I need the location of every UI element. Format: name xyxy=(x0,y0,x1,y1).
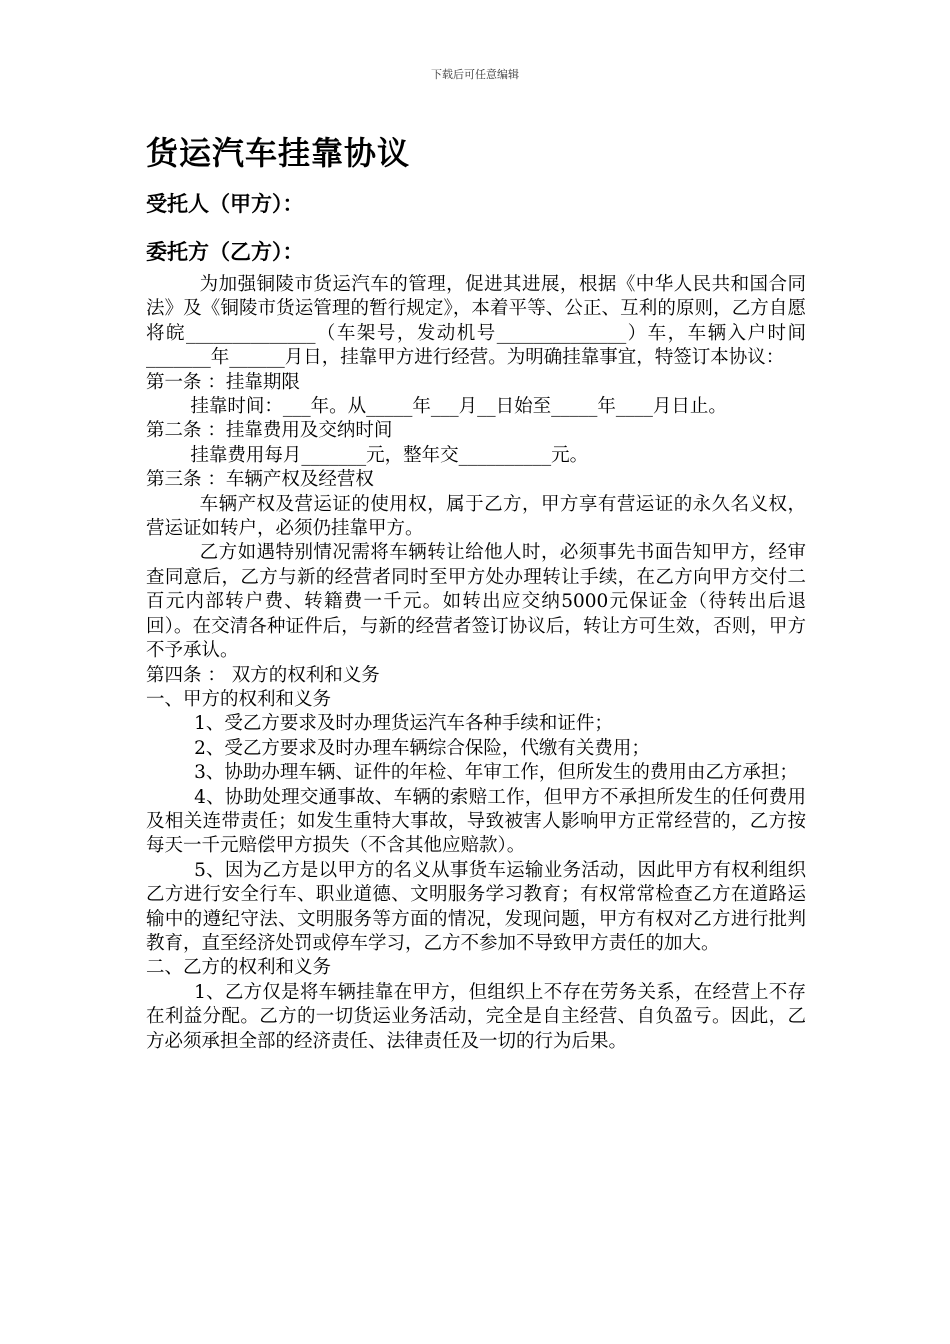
article-3-text-2: 乙方如遇特别情况需将车辆转让给他人时，必须事先书面告知甲方，经审查同意后，乙方与新的经营者同时至甲方处办理转让手续，在乙方向甲方交付二百元内部转户费、转籍费一千元。如转出应交纳5000元保证金（待转出后退回）。在交清各种证件后，与新的经营者签订协议后，转让方可生效，否则，甲方不予承认。 xyxy=(146,542,806,662)
list-item: 1、受乙方要求及时办理货运汽车各种手续和证件； xyxy=(194,713,613,735)
list-item: 3、协助办理车辆、证件的年检、年审工作，但所发生的费用由乙方承担； xyxy=(194,762,798,784)
section-1-heading: 一、甲方的权利和义务 xyxy=(146,688,332,710)
intro-paragraph: 为加强铜陵市货运汽车的管理，促进其进展，根据《中华人民共和国合同法》及《铜陵市货运管理的暂行规定》，本着平等、公正、互利的原则，乙方自愿将皖______________（车架号，发动机号______________）车，车辆入户时间_______年______月日，挂靠甲方进行经营。为明确挂靠事宜，特签订本协议： xyxy=(146,274,806,369)
article-1-heading: 第一条 ：挂靠期限 xyxy=(146,371,300,393)
header-note: 下载后可任意编辑 xyxy=(431,68,519,81)
list-item: 2、受乙方要求及时办理车辆综合保险，代缴有关费用； xyxy=(194,737,650,759)
article-3-heading: 第三条 ：车辆产权及经营权 xyxy=(146,469,374,491)
agreement-body xyxy=(146,273,806,1054)
party-b-heading: 委托方（乙方）： xyxy=(146,240,304,264)
article-2-heading: 第二条 ：挂靠费用及交纳时间 xyxy=(146,420,393,442)
section-2-heading: 二、乙方的权利和义务 xyxy=(146,957,332,979)
article-3-text-1: 车辆产权及营运证的使用权，属于乙方，甲方享有营运证的永久名义权，营运证如转户，必须仍挂靠甲方。 xyxy=(146,493,806,540)
page-title: 货运汽车挂靠协议 xyxy=(146,134,411,172)
list-item: 4、协助处理交通事故、车辆的索赔工作，但甲方不承担所发生的任何费用及相关连带责任；如发生重特大事故，导致被害人影响甲方正常经营的，乙方按每天一千元赔偿甲方损失（不含其他应赔款）。 xyxy=(146,786,806,857)
article-2-text: 挂靠费用每月_______元，整年交__________元。 xyxy=(190,444,589,466)
article-4-heading: 第四条 ： 双方的权利和义务 xyxy=(146,664,380,686)
list-item: 1、乙方仅是将车辆挂靠在甲方，但组织上不存在劳务关系，在经营上不存在利益分配。乙方的一切货运业务活动，完全是自主经营、自负盈亏。因此，乙方必须承担全部的经济责任、法律责任及一切的行为后果。 xyxy=(146,981,806,1052)
list-item: 5、因为乙方是以甲方的名义从事货车运输业务活动，因此甲方有权利组织乙方进行安全行车、职业道德、文明服务学习教育；有权常常检查乙方在道路运输中的遵纪守法、文明服务等方面的情况，发现问题，甲方有权对乙方进行批判教育，直至经济处罚或停车学习，乙方不参加不导致甲方责任的加大。 xyxy=(146,859,806,954)
article-1-text: 挂靠时间：___年。从_____年___月__日始至_____年____月日止。 xyxy=(190,396,727,418)
party-a-heading: 受托人（甲方）： xyxy=(146,192,304,216)
